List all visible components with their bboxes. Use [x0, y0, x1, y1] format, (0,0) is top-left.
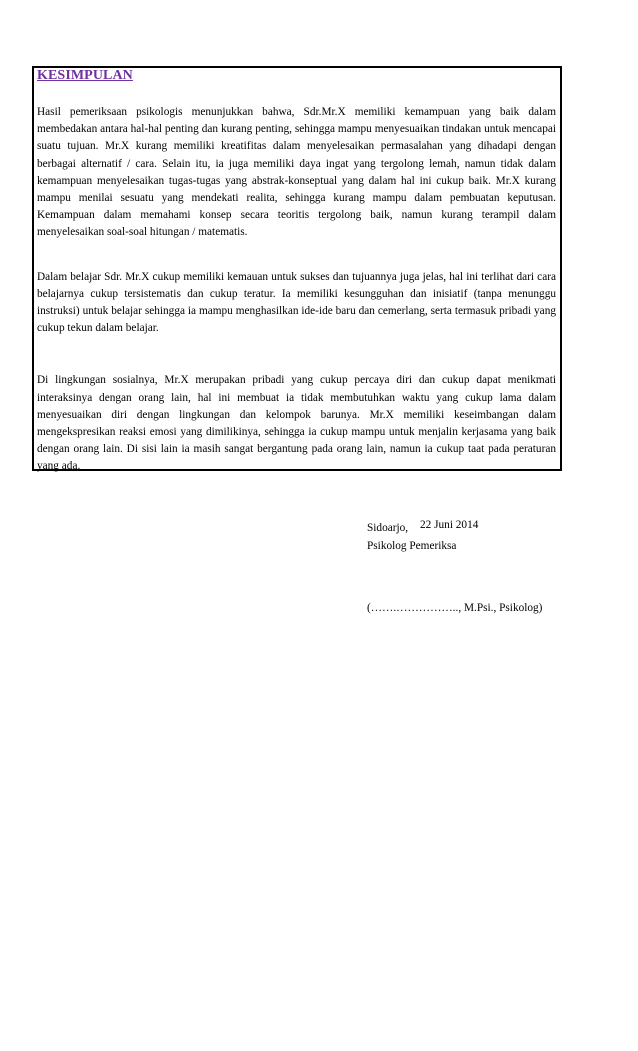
conclusion-heading: KESIMPULAN [37, 68, 133, 83]
signature-role: Psikolog Pemeriksa [367, 540, 457, 552]
conclusion-box [32, 66, 562, 471]
paragraph-social: Di lingkungan sosialnya, Mr.X merupakan pribadi yang cukup percaya diri dan cukup dapat menikmati interaksinya dengan orang lain, hal ini membuat ia tidak membutuhkan waktu yang cukup lama dalam menyesuaikan diri dengan lingkungan dan kelompok barunya. Mr.X memiliki keseimbangan dalam mengekspresikan reaksi emosi yang dimilikinya, sehingga ia cukup mampu untuk menjalin kerjasama yang baik dengan orang lain. Di sisi lain ia masih sangat bergantung pada orang lain, namun ia cukup taat pada peraturan yang ada. [37, 374, 556, 473]
signature-name: (…….…………….., M.Psi., Psikolog) [367, 602, 543, 614]
signature-city: Sidoarjo, [367, 522, 409, 534]
paragraph-learning: Dalam belajar Sdr. Mr.X cukup memiliki kemauan untuk sukses dan tujuannya juga jelas, hal ini terlihat dari cara belajarnya cukup tersistematis dan cukup teratur. Ia memiliki kesungguhan dan inisiatif (tanpa menunggu instruksi) untuk belajar sehingga ia mampu menghasilkan ide-ide baru dan cemerlang, serta termasuk pribadi yang cukup tekun dalam belajar. [37, 270, 556, 335]
signature-date: 22 Juni 2014 [420, 519, 479, 531]
paragraph-cognitive: Hasil pemeriksaan psikologis menunjukkan bahwa, Sdr.Mr.X memiliki kemampuan yang baik dalam membedakan antara hal-hal penting dan kurang penting, sehingga mampu menyesuaikan tindakan untuk mencapai suatu tujuan. Mr.X kurang memiliki kreatifitas dalam menyelesaikan permasalahan yang dihadapi dengan berbagai alternatif / cara. Selain itu, ia juga memiliki daya ingat yang tergolong lemah, namun tidak dalam kemampuan menyelesaikan tugas-tugas yang abstrak-konseptual yang dalam hal ini cukup baik. Mr.X kurang mampu menilai sesuatu yang mendekati realita, sehingga kurang mampu dalam pembuatan keputusan. Kemampuan dalam memahami konsep secara teoritis tergolong baik, namun kurang terampil dalam menyelesaikan soal-soal hitungan / matematis. [37, 106, 556, 239]
